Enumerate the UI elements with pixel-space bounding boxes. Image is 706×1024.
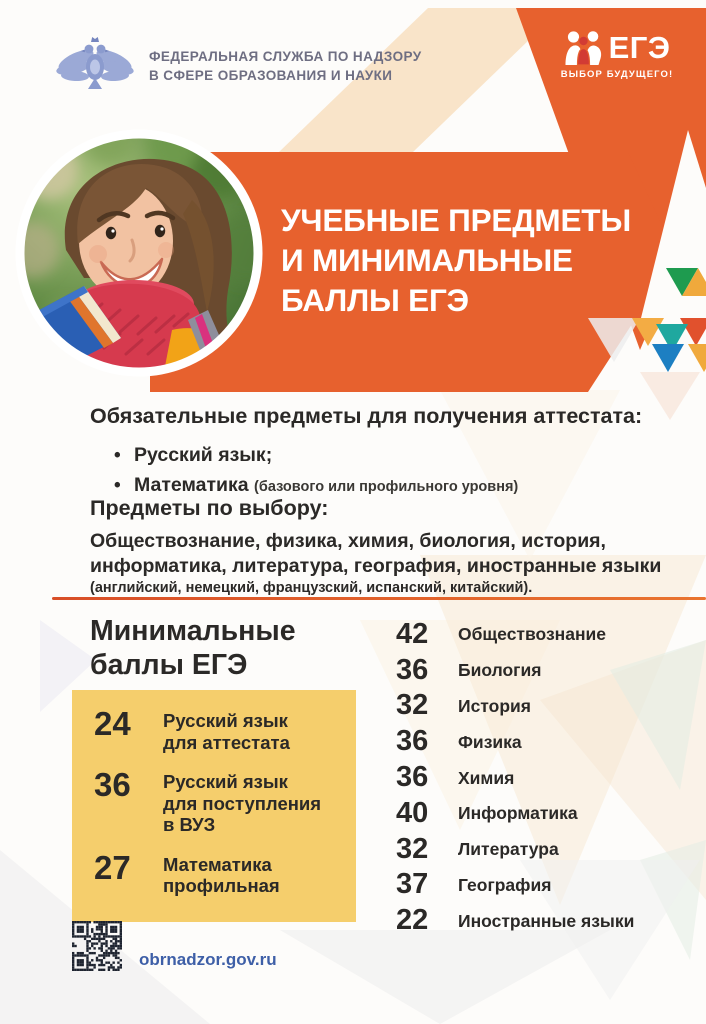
mandatory-item-note: (базового или профильного уровня) <box>254 478 519 495</box>
box-row-label-line: Математика <box>163 853 272 875</box>
min-score-box-row <box>94 707 340 753</box>
ege-logo-text: ЕГЭ <box>608 30 671 65</box>
min-score-row <box>396 652 696 688</box>
section-elective <box>90 495 690 598</box>
box-row-label-line: Русский язык <box>163 710 288 731</box>
box-row-label-line: Русский язык <box>163 771 288 792</box>
score-subject: История <box>458 695 531 716</box>
score-value: 32 <box>396 689 429 722</box>
mandatory-heading: Обязательные предметы для получения аттестата: <box>90 404 643 428</box>
elective-heading: Предметы по выбору: <box>90 496 329 520</box>
gov-header <box>52 34 422 98</box>
min-scores-box <box>72 690 356 922</box>
score-value: 42 <box>396 617 429 650</box>
mandatory-item-text: Русский язык; <box>134 444 273 466</box>
mandatory-list <box>90 442 670 501</box>
box-row-score: 36 <box>94 766 131 803</box>
box-row-label <box>163 768 321 836</box>
section-divider <box>52 597 706 600</box>
score-subject: Химия <box>458 767 515 788</box>
qr-code <box>72 921 122 971</box>
box-row-label-line: для поступления <box>163 792 322 814</box>
poster-title <box>281 200 631 320</box>
min-score-row <box>396 723 696 759</box>
elective-languages-note: (английский, немецкий, французский, испанский, китайский). <box>90 580 533 596</box>
min-score-row <box>396 616 696 652</box>
min-score-box-row <box>94 768 340 836</box>
score-value: 36 <box>396 653 429 686</box>
min-scores-heading-line1: Минимальные <box>90 615 296 647</box>
agency-name <box>149 47 422 85</box>
rosobrnadzor-eagle-icon <box>52 34 138 98</box>
min-score-row <box>396 795 696 831</box>
score-value: 36 <box>396 761 429 794</box>
score-subject: Биология <box>458 660 542 681</box>
score-value: 40 <box>396 796 429 829</box>
elective-body-line: Обществознание, физика, химия, биология, история, <box>90 530 606 552</box>
box-row-label-line: профильная <box>163 875 280 896</box>
min-scores-heading <box>90 614 296 682</box>
score-subject: География <box>458 874 552 895</box>
mandatory-item-text: Математика <box>134 473 249 496</box>
student-photo <box>14 128 264 378</box>
min-scores-list <box>396 616 696 938</box>
min-score-row <box>396 759 696 795</box>
min-score-row <box>396 902 696 938</box>
box-row-label-line: для аттестата <box>163 731 290 753</box>
ege-slogan: ВЫБОР БУДУЩЕГО! <box>560 69 674 80</box>
title-line3: БАЛЛЫ ЕГЭ <box>281 282 469 318</box>
section-mandatory <box>90 403 670 501</box>
box-row-score: 27 <box>94 848 131 886</box>
website-link[interactable]: obrnadzor.gov.ru <box>139 950 277 969</box>
score-subject: Обществознание <box>458 624 607 645</box>
min-score-row <box>396 867 696 903</box>
score-value: 36 <box>396 725 429 758</box>
elective-body <box>90 529 690 578</box>
box-row-score: 24 <box>94 705 131 742</box>
score-value: 37 <box>396 868 429 901</box>
footer <box>72 921 277 971</box>
score-value: 22 <box>396 904 429 937</box>
agency-name-line1: ФЕДЕРАЛЬНАЯ СЛУЖБА ПО НАДЗОРУ <box>149 49 422 64</box>
mandatory-item <box>90 442 670 472</box>
score-subject: Физика <box>458 731 522 752</box>
box-row-label <box>163 851 280 897</box>
ege-people-icon <box>564 30 604 66</box>
ege-logo <box>549 30 685 80</box>
score-value: 32 <box>396 832 429 865</box>
title-line2: И МИНИМАЛЬНЫЕ <box>281 242 573 278</box>
box-row-label-line: в ВУЗ <box>163 814 216 835</box>
title-line1: УЧЕБНЫЕ ПРЕДМЕТЫ <box>281 202 631 238</box>
min-score-box-row <box>94 848 340 897</box>
agency-name-line2: В СФЕРЕ ОБРАЗОВАНИЯ И НАУКИ <box>149 68 393 83</box>
min-score-row <box>396 831 696 867</box>
min-score-row <box>396 688 696 724</box>
elective-body-line: информатика, литература, география, иностранные языки <box>90 554 662 577</box>
score-subject: Информатика <box>458 803 578 824</box>
score-subject: Литература <box>458 839 559 860</box>
box-row-label <box>163 707 290 753</box>
min-scores-heading-line2: баллы ЕГЭ <box>90 649 248 681</box>
score-subject: Иностранные языки <box>458 910 635 931</box>
